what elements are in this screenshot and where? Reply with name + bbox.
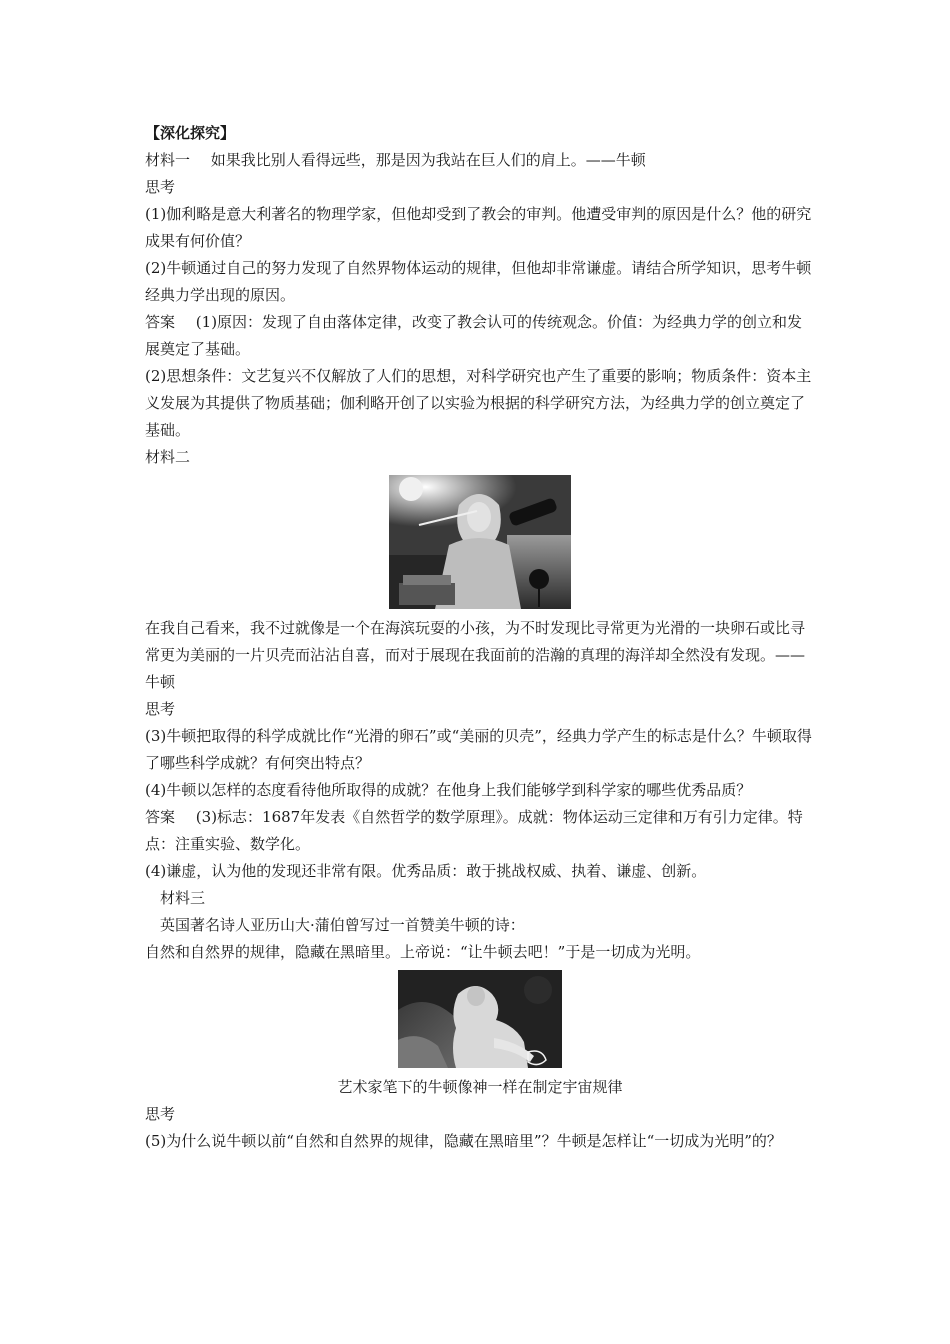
newton-portrait-figure — [145, 475, 815, 609]
answer-label-1: 答案 — [145, 313, 176, 331]
material-3-poem: 自然和自然界的规律，隐藏在黑暗里。上帝说：“让牛顿去吧！”于是一切成为光明。 — [145, 943, 701, 961]
material-3-intro: 英国著名诗人亚历山大·蒲伯曾写过一首赞美牛顿的诗： — [160, 916, 525, 934]
question-3: (3)牛顿把取得的科学成就比作“光滑的卵石”或“美丽的贝壳”，经典力学产生的标志是什么？牛顿取得了哪些科学成就？有何突出特点？ — [145, 727, 812, 772]
answer-4: (4)谦虚，认为他的发现还非常有限。优秀品质：敢于挑战权威、执着、谦虚、创新。 — [145, 862, 707, 880]
image-caption: 艺术家笔下的牛顿像神一样在制定宇宙规律 — [337, 1078, 623, 1096]
newton-blake-figure — [145, 970, 815, 1068]
question-4: (4)牛顿以怎样的态度看待他所取得的成就？在他身上我们能够学到科学家的哪些优秀品质？ — [145, 781, 752, 799]
material-2-label: 材料二 — [145, 448, 191, 466]
section-heading: 【深化探究】 — [145, 124, 236, 142]
material-1-label: 材料一 — [145, 151, 191, 169]
answer-3-text: (3)标志：1687年发表《自然哲学的数学原理》。成就：物体运动三定律和万有引力定律。特点：注重实验、数学化。 — [145, 808, 803, 853]
question-2: (2)牛顿通过自己的努力发现了自然界物体运动的规律，但他却非常谦虚。请结合所学知识，思考牛顿经典力学出现的原因。 — [145, 259, 812, 304]
newton-portrait-image — [389, 475, 571, 609]
material-1-quote: 如果我比别人看得远些，那是因为我站在巨人们的肩上。——牛顿 — [210, 151, 646, 169]
material-1 — [145, 147, 815, 174]
think-label-3: 思考 — [145, 1105, 176, 1123]
answer-3 — [145, 804, 815, 858]
answer-2: (2)思想条件：文艺复兴不仅解放了人们的思想，对科学研究也产生了重要的影响；物质条件：资本主义发展为其提供了物质基础；伽利略开创了以实验为根据的科学研究方法，为经典力学的创立奠定了基础。 — [145, 367, 812, 439]
document-page — [145, 120, 815, 1155]
answer-label-2: 答案 — [145, 808, 176, 826]
material-3-label: 材料三 — [160, 889, 206, 907]
think-label-2: 思考 — [145, 700, 176, 718]
answer-1-text: (1)原因：发现了自由落体定律，改变了教会认可的传统观念。价值：为经典力学的创立和发展奠定了基础。 — [145, 313, 803, 358]
material-2-quote: 在我自己看来，我不过就像是一个在海滨玩耍的小孩，为不时发现比寻常更为光滑的一块卵石或比寻常更为美丽的一片贝壳而沾沾自喜，而对于展现在我面前的浩瀚的真理的海洋却全然没有发现。——牛顿 — [145, 619, 806, 691]
think-label-1: 思考 — [145, 178, 176, 196]
answer-1 — [145, 309, 815, 363]
newton-blake-image — [398, 970, 562, 1068]
question-5: (5)为什么说牛顿以前“自然和自然界的规律，隐藏在黑暗里”？牛顿是怎样让“一切成为光明”的？ — [145, 1132, 782, 1150]
question-1: (1)伽利略是意大利著名的物理学家，但他却受到了教会的审判。他遭受审判的原因是什么？他的研究成果有何价值？ — [145, 205, 812, 250]
